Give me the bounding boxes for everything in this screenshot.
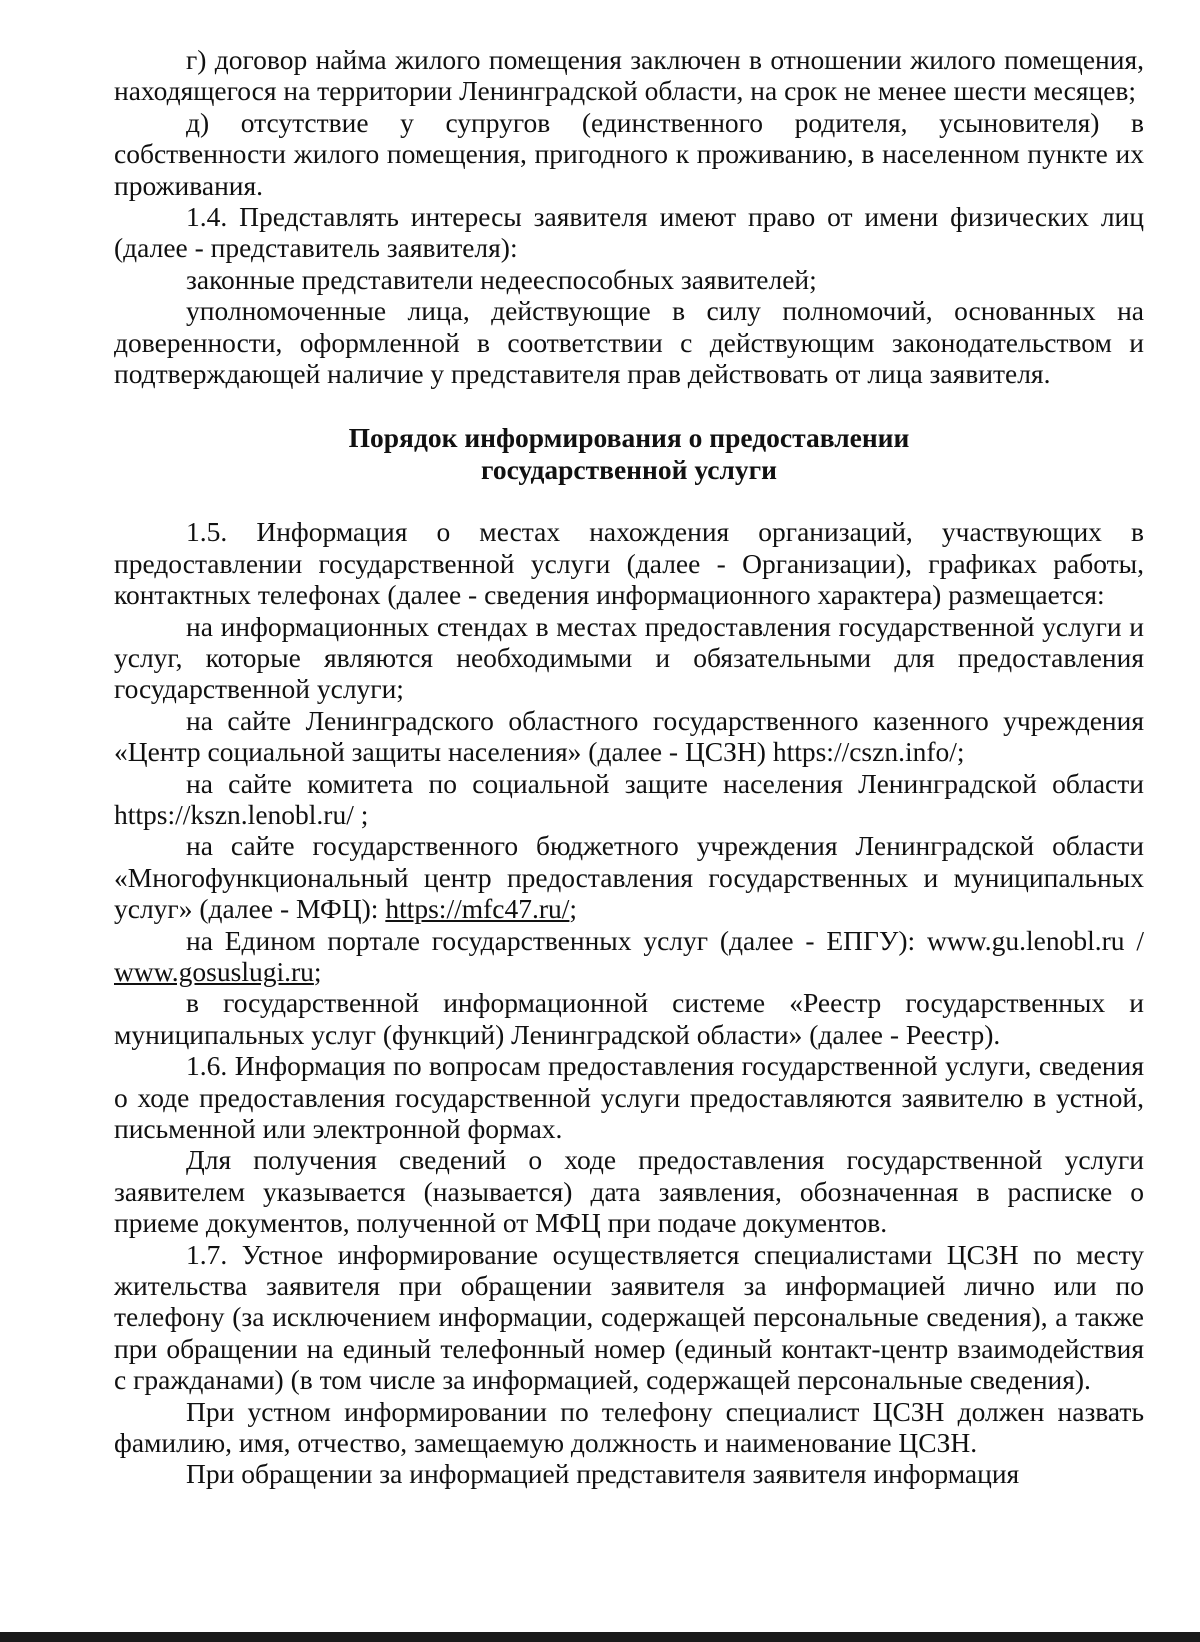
epgu-text: на Едином портале государственных услуг (далее - ЕПГУ): www.gu.lenobl.ru /: [186, 924, 1144, 956]
gosuslugi-link[interactable]: www.gosuslugi.ru: [114, 955, 314, 987]
paragraph-1-5: 1.5. Информация о местах нахождения организаций, участвующих в предоставлении государственной услуги (далее - Организации), графиках работы, контактных телефонах (далее - сведения информационного характера) размещается:: [114, 516, 1144, 611]
paragraph-1-7: 1.7. Устное информирование осуществляется специалистами ЦСЗН по месту жительства заявителя при обращении заявителя за информацией лично или по телефону (за исключением информации, содержащей персональные сведения), а также при обращении на единый телефонный номер (единый контакт-центр взаимодействия с гражданами) (в том числе за информацией, содержащей персональные сведения).: [114, 1238, 1144, 1396]
paragraph-1-7-phone: При устном информировании по телефону специалист ЦСЗН должен назвать фамилию, имя, отчество, замещаемую должность и наименование ЦСЗН.: [114, 1395, 1144, 1459]
paragraph-1-5-stands: на информационных стендах в местах предоставления государственной услуги и услуг, которые являются необходимыми и обязательными для предоставления государственной услуги;: [114, 610, 1144, 705]
scan-bottom-edge: [0, 1632, 1200, 1642]
paragraph-1-4-legal-reps: законные представители недееспособных заявителей;: [186, 263, 817, 295]
section-heading-line1: Порядок информирования о предоставлении: [348, 422, 910, 454]
paragraph-1-7-representative: При обращении за информацией представителя заявителя информация: [186, 1458, 1020, 1490]
paragraph-1-5-kszn-site: на сайте комитета по социальной защите населения Ленинградской области https://kszn.lenobl.ru/ ;: [114, 767, 1144, 830]
mfc-link[interactable]: https://mfc47.ru/: [385, 893, 570, 925]
paragraph-1-4-authorized: уполномоченные лица, действующие в силу полномочий, основанных на доверенности, оформленной в соответствии с действующим законодательством и подтверждающей наличие у представителя прав действовать от лица заявителя.: [114, 295, 1144, 390]
paragraph-1-5-mfc-site: [114, 830, 1144, 924]
paragraph-1-5-epgu: [114, 925, 1144, 988]
mfc-suffix: ;: [569, 893, 578, 925]
paragraph-1-5-cszn-site: на сайте Ленинградского областного государственного казенного учреждения «Центр социальной защиты населения» (далее - ЦСЗН) https://cszn.info/;: [114, 704, 1144, 768]
paragraph-item-d: д) отсутствие у супругов (единственного родителя, усыновителя) в собственности жилого помещения, пригодного к проживанию, в населенном пункте их проживания.: [114, 106, 1144, 201]
paragraph-item-g: г) договор найма жилого помещения заключен в отношении жилого помещения, находящегося на территории Ленинградской области, на срок не менее шести месяцев;: [114, 44, 1144, 107]
paragraph-1-6-status: Для получения сведений о ходе предоставления государственной услуги заявителем указывается (называется) дата заявления, обозначенная в расписке о приеме документов, полученной от МФЦ при подаче документов.: [114, 1144, 1144, 1239]
document-page: [114, 44, 1144, 1490]
epgu-suffix: ;: [313, 955, 322, 987]
section-heading-line2: государственной услуги: [481, 453, 777, 485]
section-heading: [114, 422, 1144, 485]
paragraph-1-5-registry: в государственной информационной системе «Реестр государственных и муниципальных услуг (функций) Ленинградской области» (далее - Реестр).: [114, 987, 1144, 1050]
paragraph-1-6: 1.6. Информация по вопросам предоставления государственной услуги, сведения о ходе предоставления государственной услуги предоставляются заявителю в устной, письменной или электронной формах.: [114, 1050, 1144, 1144]
paragraph-1-4: 1.4. Представлять интересы заявителя имеют право от имени физических лиц (далее - представитель заявителя):: [114, 201, 1144, 264]
mfc-text: на сайте государственного бюджетного учреждения Ленинградской области «Многофункциональный центр предоставления государственных и муниципальных услуг» (далее - МФЦ):: [114, 830, 1144, 925]
